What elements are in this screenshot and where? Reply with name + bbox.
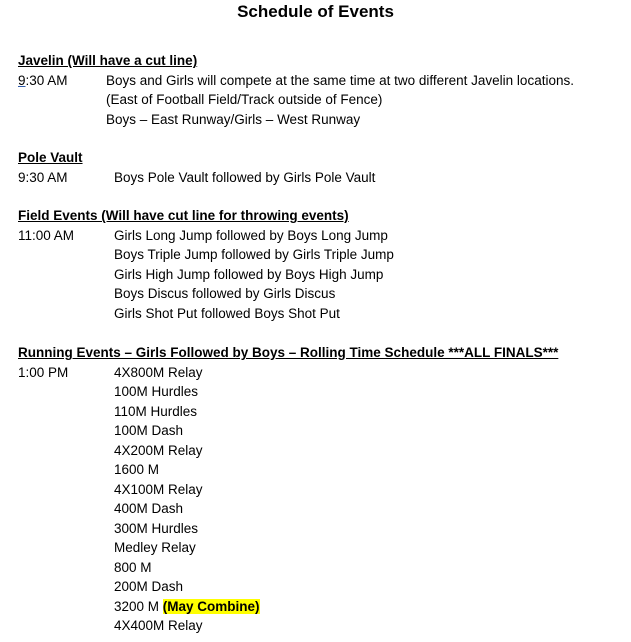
field-event-line: Girls High Jump followed by Boys High Jump — [114, 266, 384, 282]
running-event-row — [18, 499, 628, 519]
running-event-item-with-note — [114, 597, 260, 617]
running-event-item: Medley Relay — [114, 540, 196, 555]
running-event-item: 400M Dash — [114, 501, 184, 516]
pole-vault-line: Boys Pole Vault followed by Girls Pole Vault — [114, 169, 376, 185]
field-event-row — [18, 226, 628, 246]
running-event-row — [18, 460, 628, 480]
running-event-item: 4X200M Relay — [114, 442, 203, 458]
running-event-row — [18, 382, 628, 402]
running-event-row — [18, 597, 628, 617]
page-title: Schedule of Events — [237, 2, 394, 21]
running-events-heading: Running Events – Girls Followed by Boys – Rolling Time Schedule ***ALL FINALS*** — [18, 345, 559, 360]
field-events-heading: Field Events (Will have cut line for throwing events) — [18, 208, 349, 223]
javelin-line: Boys – East Runway/Girls – West Runway — [106, 111, 361, 127]
running-event-row — [18, 480, 628, 500]
field-events-section — [18, 206, 628, 323]
field-event-line: Girls Long Jump followed by Boys Long Jump — [114, 227, 388, 243]
running-event-item: 4X400M Relay — [114, 618, 203, 633]
running-event-item: 1600 M — [114, 462, 160, 477]
field-event-row — [18, 245, 628, 265]
running-event-item: 300M Hurdles — [114, 520, 199, 536]
javelin-section — [18, 51, 628, 129]
running-event-item: 100M Hurdles — [114, 384, 199, 399]
javelin-row — [18, 90, 628, 110]
running-event-item: 3200 M — [114, 598, 163, 614]
running-event-row — [18, 441, 628, 461]
javelin-time-rest: :30 AM — [25, 72, 68, 88]
pole-vault-time: 9:30 AM — [18, 169, 68, 185]
running-event-row — [18, 577, 628, 597]
running-event-row — [18, 616, 628, 636]
field-event-row — [18, 284, 628, 304]
running-event-row — [18, 519, 628, 539]
field-event-row — [18, 265, 628, 285]
running-event-row — [18, 363, 628, 383]
running-event-row — [18, 558, 628, 578]
running-event-item: 110M Hurdles — [114, 403, 198, 419]
running-event-item: 800 M — [114, 559, 152, 575]
javelin-line: Boys and Girls will compete at the same time at two different Javelin locations. — [106, 72, 574, 88]
running-event-row — [18, 402, 628, 422]
running-event-item: 4X800M Relay — [114, 364, 203, 380]
running-events-section — [18, 343, 628, 636]
may-combine-note: (May Combine) — [162, 598, 260, 614]
field-events-time: 11:00 AM — [18, 227, 75, 243]
javelin-time — [18, 71, 68, 91]
pole-vault-heading: Pole Vault — [18, 150, 83, 165]
javelin-heading: Javelin (Will have a cut line) — [18, 53, 198, 68]
field-event-line: Girls Shot Put followed Boys Shot Put — [114, 305, 340, 321]
field-event-row — [18, 304, 628, 324]
javelin-time-hour: 9 — [18, 72, 26, 88]
javelin-row — [18, 110, 628, 130]
running-event-item: 200M Dash — [114, 579, 184, 594]
javelin-row — [18, 71, 628, 91]
javelin-line: (East of Football Field/Track outside of Fence) — [106, 92, 383, 107]
running-event-item: 100M Dash — [114, 423, 184, 438]
running-event-row — [18, 421, 628, 441]
running-event-row — [18, 538, 628, 558]
running-events-time: 1:00 PM — [18, 364, 69, 380]
field-event-line: Boys Triple Jump followed by Girls Triple Jump — [114, 247, 394, 262]
running-event-item: 4X100M Relay — [114, 481, 203, 497]
pole-vault-row — [18, 168, 628, 188]
field-event-line: Boys Discus followed by Girls Discus — [114, 286, 336, 301]
pole-vault-section — [18, 148, 628, 187]
